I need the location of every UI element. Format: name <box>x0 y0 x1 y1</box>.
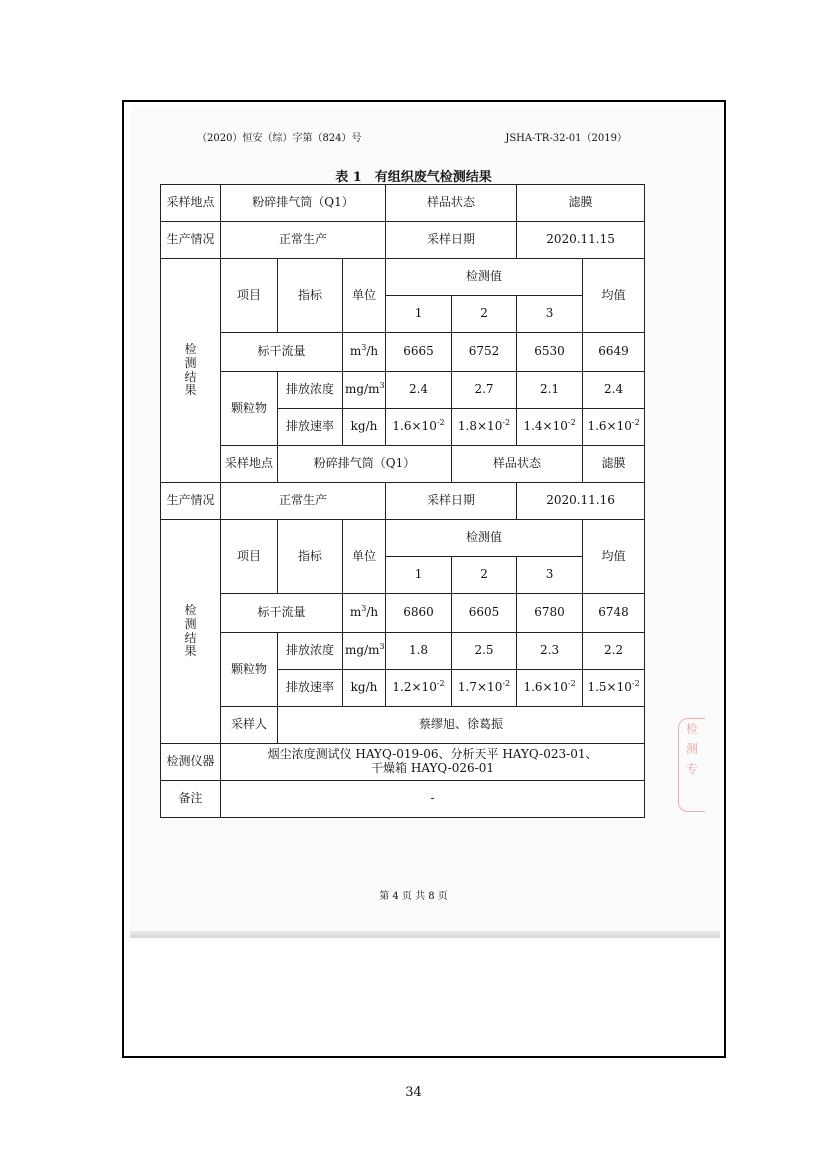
scan-edge <box>130 931 720 938</box>
table-row <box>161 185 645 222</box>
column-header: 均值 <box>583 259 645 333</box>
label-cell: 样品状态 <box>386 185 517 222</box>
value-cell <box>386 409 452 446</box>
unit-tail: /h <box>366 344 379 359</box>
value-cell: 2.4 <box>583 372 645 409</box>
parameter-cell: 排放速率 <box>278 670 343 707</box>
label-cell: 生产情况 <box>161 483 221 520</box>
column-header: 均值 <box>583 520 645 594</box>
unit-base: mg/m <box>345 643 380 658</box>
sampling-site-cell: 粉碎排气筒（Q1） <box>278 446 452 483</box>
value-cell <box>583 409 645 446</box>
rate-exponent: -2 <box>567 679 576 689</box>
unit-cell: kg/h <box>343 409 386 446</box>
label-cell: 采样人 <box>221 707 278 744</box>
label-cell: 样品状态 <box>452 446 583 483</box>
rate-exponent: -2 <box>631 418 640 428</box>
column-header: 项目 <box>221 520 278 594</box>
column-header: 3 <box>517 557 583 594</box>
stamp-char: 检 <box>685 722 698 736</box>
parameter-cell: 排放浓度 <box>278 633 343 670</box>
result-label-char: 果 <box>184 383 197 398</box>
value-cell: 6748 <box>583 594 645 633</box>
value-cell <box>452 670 517 707</box>
table-row <box>161 483 645 520</box>
sample-state-cell: 滤膜 <box>517 185 645 222</box>
rate-mantissa: 1.4×10 <box>523 419 568 434</box>
rate-mantissa: 1.5×10 <box>587 680 632 695</box>
column-header: 2 <box>452 296 517 333</box>
production-cell: 正常生产 <box>221 483 386 520</box>
unit-sup: 3 <box>379 381 385 391</box>
table-title: 表 1 有组织废气检测结果 <box>335 170 492 185</box>
unit-cell: kg/h <box>343 670 386 707</box>
result-label-char: 果 <box>184 644 197 659</box>
column-header: 检测值 <box>386 520 583 557</box>
label-cell: 检测仪器 <box>161 744 221 781</box>
page-indicator: 第 4 页 共 8 页 <box>379 891 448 902</box>
instrument-line: 烟尘浓度测试仪 HAYQ-019-06、分析天平 HAYQ-023-01、 <box>267 747 598 762</box>
parameter-cell: 排放速率 <box>278 409 343 446</box>
table-row <box>161 633 645 670</box>
sampling-site-cell: 粉碎排气筒（Q1） <box>221 185 386 222</box>
unit-cell <box>343 594 386 633</box>
rate-mantissa: 1.6×10 <box>523 680 568 695</box>
value-cell: 6752 <box>452 333 517 372</box>
value-cell: 6605 <box>452 594 517 633</box>
sample-state-cell: 滤膜 <box>583 446 645 483</box>
value-cell: 1.8 <box>386 633 452 670</box>
parameter-cell: 标干流量 <box>221 333 343 372</box>
result-label-char: 测 <box>184 616 197 631</box>
rate-exponent: -2 <box>502 679 511 689</box>
value-cell <box>452 409 517 446</box>
pollutant-cell: 颗粒物 <box>221 633 278 707</box>
rate-exponent: -2 <box>631 679 640 689</box>
parameter-cell: 标干流量 <box>221 594 343 633</box>
column-header: 单位 <box>343 520 386 594</box>
rate-mantissa: 1.7×10 <box>457 680 503 695</box>
table-row <box>161 520 645 557</box>
result-label-cell <box>161 259 221 483</box>
date-cell: 2020.11.15 <box>517 222 645 259</box>
rate-mantissa: 1.6×10 <box>392 419 437 434</box>
table-row <box>161 707 645 744</box>
stamp-char: 测 <box>685 742 698 756</box>
rate-exponent: -2 <box>502 418 511 428</box>
table-row <box>161 259 645 296</box>
value-cell: 6860 <box>386 594 452 633</box>
table-row <box>161 446 645 483</box>
result-label-char: 结 <box>184 630 197 645</box>
value-cell: 2.3 <box>517 633 583 670</box>
result-label-char: 测 <box>184 355 197 370</box>
result-label-char: 检 <box>184 602 197 617</box>
table-row <box>161 372 645 409</box>
unit-cell <box>343 633 386 670</box>
value-cell: 2.5 <box>452 633 517 670</box>
table-row <box>161 333 645 372</box>
column-header: 1 <box>386 296 452 333</box>
label-cell: 生产情况 <box>161 222 221 259</box>
column-header: 2 <box>452 557 517 594</box>
column-header: 3 <box>517 296 583 333</box>
remark-cell: - <box>221 781 645 818</box>
column-header: 检测值 <box>386 259 583 296</box>
rate-mantissa: 1.6×10 <box>587 419 632 434</box>
unit-base: m <box>349 344 362 359</box>
label-cell: 采样地点 <box>161 185 221 222</box>
unit-base: mg/m <box>345 382 380 397</box>
label-cell: 采样日期 <box>386 483 517 520</box>
unit-cell <box>343 333 386 372</box>
unit-sup: 3 <box>361 343 367 353</box>
label-cell: 采样日期 <box>386 222 517 259</box>
column-header: 单位 <box>343 259 386 333</box>
table-row <box>161 222 645 259</box>
value-cell: 2.2 <box>583 633 645 670</box>
document-code: JSHA-TR-32-01（2019） <box>505 133 627 144</box>
unit-tail: /h <box>366 605 379 620</box>
column-header: 1 <box>386 557 452 594</box>
value-cell <box>517 409 583 446</box>
label-cell: 采样地点 <box>221 446 278 483</box>
rate-exponent: -2 <box>436 418 445 428</box>
value-cell <box>517 670 583 707</box>
value-cell: 2.4 <box>386 372 452 409</box>
production-cell: 正常生产 <box>221 222 386 259</box>
unit-sup: 3 <box>361 604 367 614</box>
unit-sup: 3 <box>379 642 385 652</box>
instrument-line: 干燥箱 HAYQ-026-01 <box>371 761 494 775</box>
table-row <box>161 744 645 781</box>
rate-mantissa: 1.8×10 <box>457 419 503 434</box>
value-cell: 6665 <box>386 333 452 372</box>
report-number: （2020）恒安（综）字第（824）号 <box>197 133 362 144</box>
table-row <box>161 594 645 633</box>
value-cell <box>583 670 645 707</box>
unit-base: m <box>349 605 362 620</box>
parameter-cell: 排放浓度 <box>278 372 343 409</box>
column-header: 指标 <box>278 520 343 594</box>
value-cell: 6649 <box>583 333 645 372</box>
column-header: 项目 <box>221 259 278 333</box>
label-cell: 备注 <box>161 781 221 818</box>
sampler-cell: 蔡缪旭、徐葛振 <box>278 707 645 744</box>
table-row <box>161 781 645 818</box>
result-label-char: 结 <box>184 369 197 384</box>
result-label-char: 检 <box>184 341 197 356</box>
value-cell: 2.7 <box>452 372 517 409</box>
rate-exponent: -2 <box>567 418 576 428</box>
stamp-char: 专 <box>685 762 698 776</box>
document-page-number: 34 <box>405 1085 422 1100</box>
value-cell <box>386 670 452 707</box>
result-label-cell <box>161 520 221 744</box>
red-stamp <box>678 718 705 812</box>
instrument-cell <box>221 744 645 781</box>
rate-mantissa: 1.2×10 <box>392 680 437 695</box>
unit-cell <box>343 372 386 409</box>
value-cell: 6530 <box>517 333 583 372</box>
pollutant-cell: 颗粒物 <box>221 372 278 446</box>
value-cell: 6780 <box>517 594 583 633</box>
emission-results-table <box>160 184 645 818</box>
value-cell: 2.1 <box>517 372 583 409</box>
date-cell: 2020.11.16 <box>517 483 645 520</box>
rate-exponent: -2 <box>436 679 445 689</box>
column-header: 指标 <box>278 259 343 333</box>
